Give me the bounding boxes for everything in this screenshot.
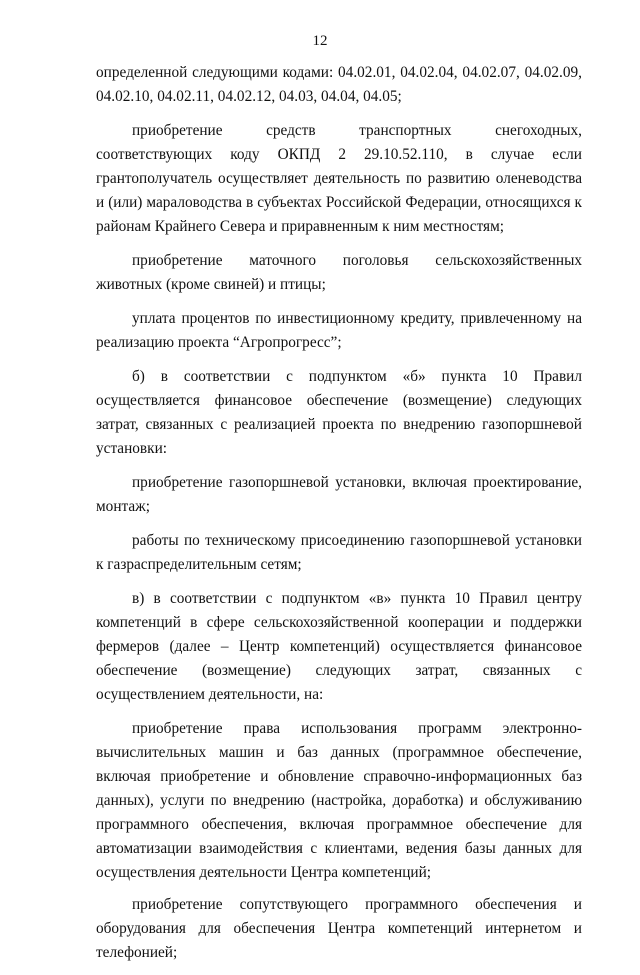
page-number: 12 [312,33,328,49]
paragraph-gas-unit-purchase: приобретение газопоршневой установки, включая проектирование, монтаж; [96,474,582,515]
paragraph-interest: уплата процентов по инвестиционному кредиту, привлеченному на реализацию проекта “Агропрогресс”; [96,310,582,351]
paragraph-software-rights: приобретение права использования программ электронно-вычислительных машин и баз данных (программное обеспечение, включая приобретение и обновление справочно-информационных баз данных), услуги по внедрению (настройка, доработка) и обслуживанию программного обеспечения, включая программное обеспечение для автоматизации взаимодействия с клиентами, ведения базы данных для осуществления деятельности Центра компетенций; [96,720,582,881]
paragraph-subpoint-b: б) в соответствии с подпунктом «б» пункта 10 Правил осуществляется финансовое обеспечение (возмещение) следующих затрат, связанных с реализацией проекта по внедрению газопоршневой установки: [96,368,582,457]
paragraph-livestock: приобретение маточного поголовья сельскохозяйственных животных (кроме свиней) и птицы; [96,252,582,293]
paragraph-subpoint-v: в) в соответствии с подпунктом «в» пункта 10 Правил центру компетенций в сфере сельскохозяйственной кооперации и поддержки фермеров (далее – Центр компетенций) осуществляется финансовое обеспечение (возмещение) следующих затрат, связанных с осуществлением деятельности, на: [96,590,582,703]
paragraph-codes-continuation: определенной следующими кодами: 04.02.01, 04.02.04, 04.02.07, 04.02.09, 04.02.10, 04.02.11, 04.02.12, 04.03, 04.04, 04.05; [96,64,582,105]
paragraph-gas-unit-connection: работы по техническому присоединению газопоршневой установки к газраспределительным сетям; [96,532,582,573]
document-body [96,61,582,975]
paragraph-snowmobiles: приобретение средств транспортных снегоходных, соответствующих коду ОКПД 2 29.10.52.110, в случае если грантополучатель осуществляет деятельность по развитию оленеводства и (или) мараловодства в субъектах Российской Федерации, относящихся к районам Крайнего Севера и приравненным к ним местностям; [96,122,582,235]
paragraph-software-equipment: приобретение сопутствующего программного обеспечения и оборудования для обеспечения Центра компетенций интернетом и телефонией; [96,896,582,961]
